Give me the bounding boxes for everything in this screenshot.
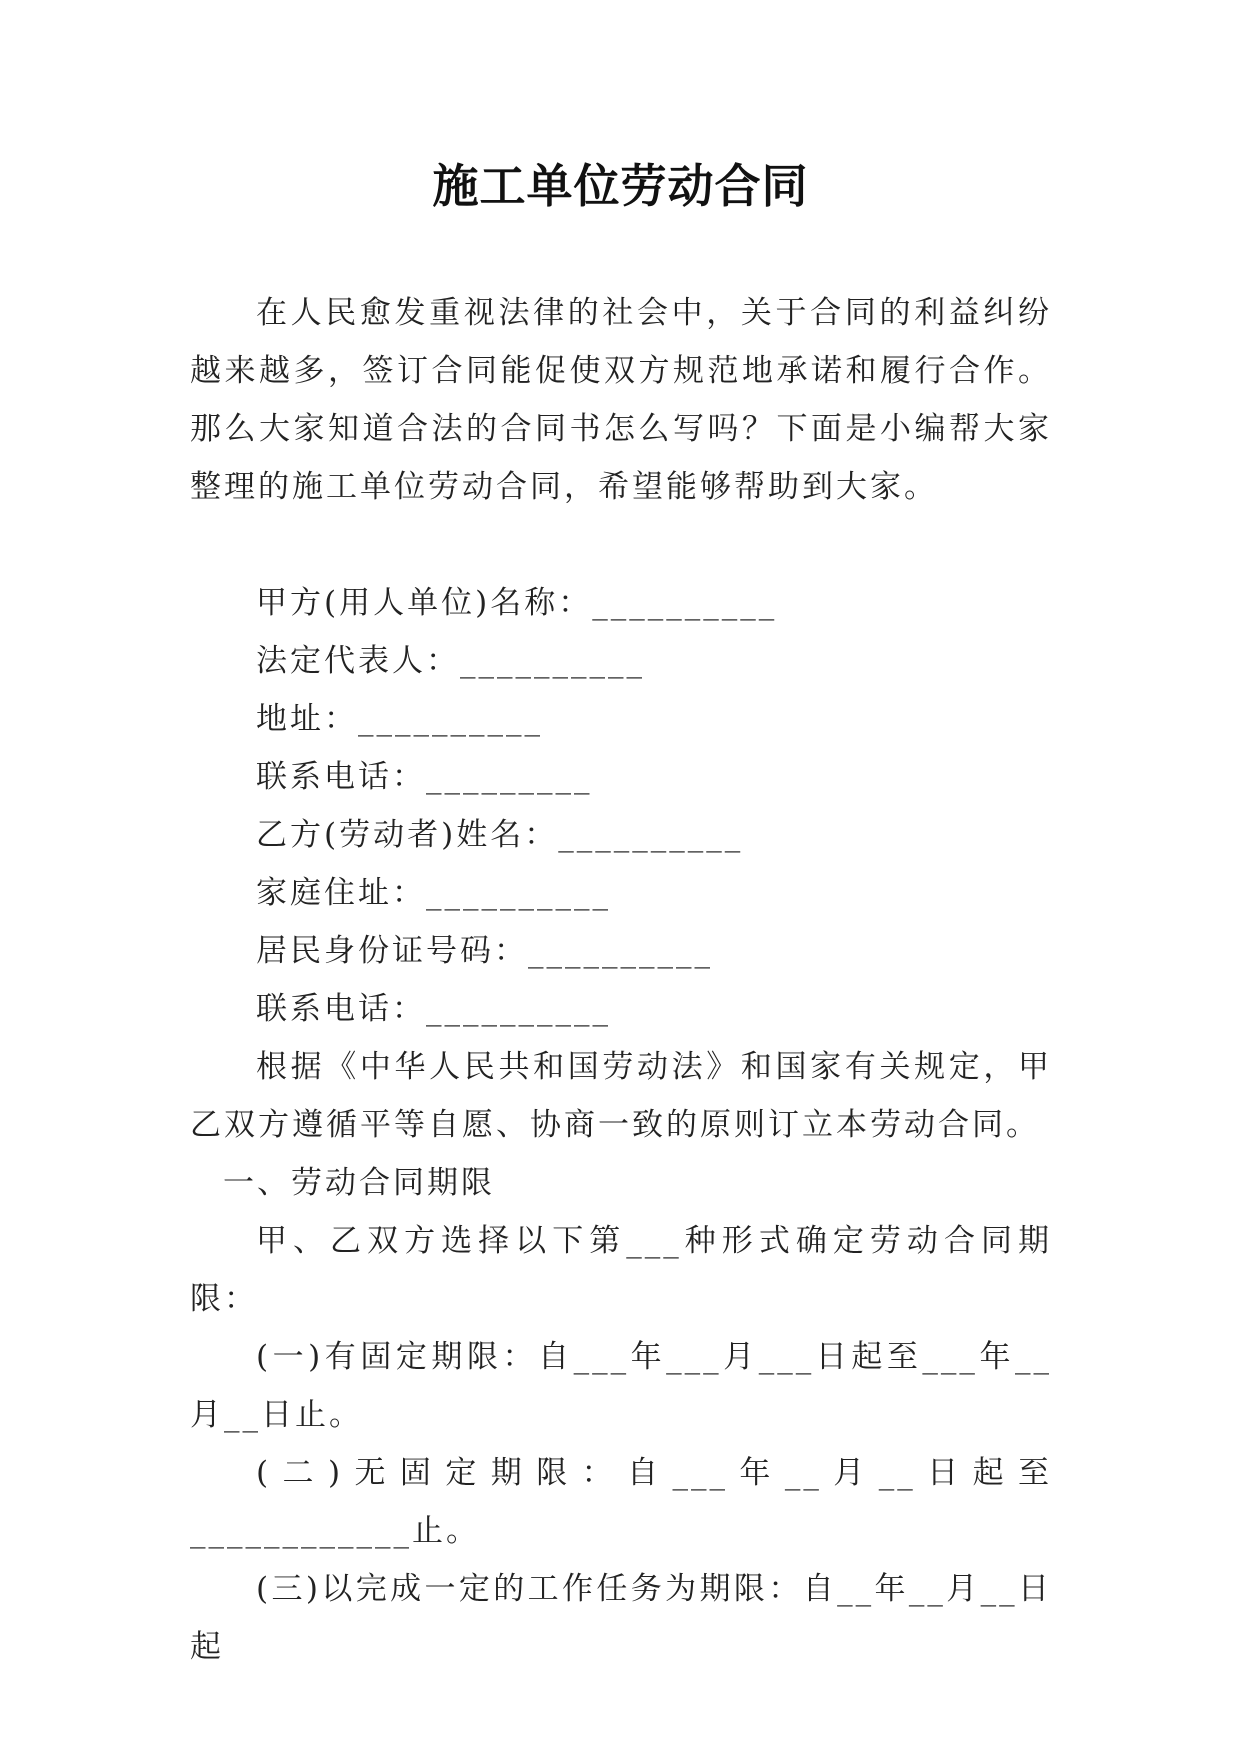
- party-field-home-address: 家庭住址：__________: [256, 875, 611, 911]
- term-choice-paragraph: 甲、乙双方选择以下第___种形式确定劳动合同期限：: [190, 1223, 1052, 1317]
- paragraph-gap: [190, 516, 1052, 574]
- term-open-paragraph: (二)无固定期限：自___年__月__日起至____________止。: [190, 1455, 1052, 1549]
- intro-paragraph: 在人民愈发重视法律的社会中，关于合同的利益纠纷越来越多，签订合同能促使双方规范地承诺和履行合作。那么大家知道合法的合同书怎么写吗？下面是小编帮大家整理的施工单位劳动合同，希望能够帮助到大家。: [190, 295, 1052, 505]
- party-field-employer-address: 地址：__________: [256, 701, 543, 737]
- document-title: 施工单位劳动合同: [432, 159, 809, 213]
- basis-paragraph: 根据《中华人民共和国劳动法》和国家有关规定，甲乙双方遵循平等自愿、协商一致的原则订立本劳动合同。: [190, 1049, 1052, 1143]
- term-task-paragraph: (三)以完成一定的工作任务为期限：自__年__月__日起: [190, 1571, 1052, 1665]
- document-body: [190, 284, 1052, 1676]
- party-field-employer-name: 甲方(用人单位)名称：__________: [256, 585, 778, 621]
- party-field-id-number: 居民身份证号码：__________: [256, 933, 713, 969]
- party-field-employee-phone: 联系电话：__________: [256, 991, 611, 1027]
- party-field-legal-representative: 法定代表人：__________: [256, 643, 645, 679]
- party-field-employer-phone: 联系电话：_________: [256, 759, 593, 795]
- section-heading-contract-term: 一、劳动合同期限: [223, 1165, 495, 1201]
- party-field-employee-name: 乙方(劳动者)姓名：__________: [256, 817, 744, 853]
- term-fixed-paragraph: (一)有固定期限：自___年___月___日起至___年__月__日止。: [190, 1339, 1052, 1433]
